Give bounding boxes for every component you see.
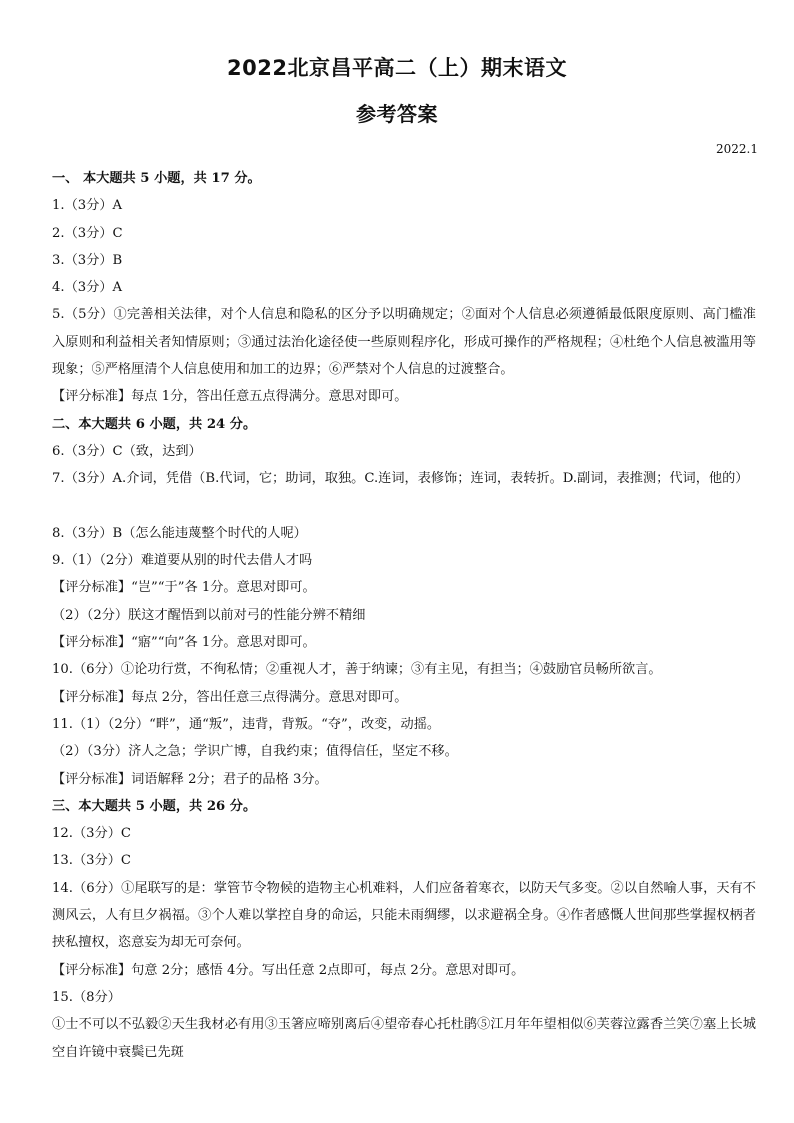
answer-line: 2.（3分）C <box>52 225 123 241</box>
answer-line: 3.（3分）B <box>52 252 123 268</box>
answer-line: 【评分标准】“寤”“向”各 1分。意思对即可。 <box>52 635 316 651</box>
answer-line: 【评分标准】词语解释 2分；君子的品格 3分。 <box>52 771 328 787</box>
answer-line: （2）（3分）济人之急；学识广博，自我约束；值得信任，坚定不移。 <box>52 744 458 760</box>
section-heading: 二、本大题共 6 小题，共 24 分。 <box>52 416 257 432</box>
answer-content <box>52 165 756 1066</box>
answer-line: 4.（3分）A <box>52 280 123 296</box>
section-heading: 三、本大题共 5 小题，共 26 分。 <box>52 798 257 814</box>
answer-line: 【评分标准】每点 1分，答出任意五点得满分。意思对即可。 <box>52 389 408 405</box>
answer-line: 10.（6分）①论功行赏，不徇私情；②重视人才，善于纳谏；③有主见，有担当；④鼓励官员畅所欲言。 <box>52 662 662 678</box>
answer-paragraph: 14.（6分）①尾联写的是：掌管节令物候的造物主心机难料，人们应备着寒衣，以防天气多变。②以自然喻人事，天有不测风云，人有旦夕祸福。③个人难以掌控自身的命运，只能未雨绸缪，以求避祸全身。④作者感慨人世间那些掌握权柄者挟私擅权，恣意妄为却无可奈何。 <box>52 880 756 951</box>
answer-line: 12.（3分）C <box>52 826 132 842</box>
answer-line: 【评分标准】每点 2分，答出任意三点得满分。意思对即可。 <box>52 689 408 705</box>
answer-line: 11.（1）（2分）“畔”，通“叛”，违背，背叛。“夺”，改变，动摇。 <box>52 716 441 732</box>
document-date: 2022.1 <box>716 142 758 156</box>
answer-paragraph: ①士不可以不弘毅②天生我材必有用③玉箸应啼别离后④望帝春心托杜鹃⑤江月年年望相似⑥芙蓉泣露香兰笑⑦塞上长城空自许镜中衰鬓已先斑 <box>52 1017 756 1060</box>
section-heading: 一、 本大题共 5 小题，共 17 分。 <box>52 171 261 186</box>
answer-paragraph: 5.（5分）①完善相关法律，对个人信息和隐私的区分予以明确规定；②面对个人信息必须遵循最低限度原则、高门槛准入原则和利益相关者知情原则；③通过法治化途径使一些原则程序化，形成可操作的严格规程；④杜绝个人信息被滥用等现象；⑤严格厘清个人信息使用和加工的边界；⑥严禁对个人信息的过渡整合。 <box>52 307 756 378</box>
answer-line: 6.（3分）C（致，达到） <box>52 443 202 459</box>
answer-paragraph: 7.（3分）A.介词，凭借（B.代词，它；助词，取独。C.连词，表修饰；连词，表转折。D.副词，表推测；代词，他的） <box>52 471 749 487</box>
answer-line: 8.（3分）B（怎么能违蔑整个时代的人呢） <box>52 525 307 541</box>
page-title: 2022北京昌平高二（上）期末语文 <box>227 56 567 80</box>
answer-line: 【评分标准】“岂”“于”各 1分。意思对即可。 <box>52 580 316 596</box>
page-subtitle: 参考答案 <box>356 102 438 126</box>
answer-line: 1.（3分）A <box>52 198 123 214</box>
answer-line: 【评分标准】句意 2分；感悟 4分。写出任意 2点即可，每点 2分。意思对即可。 <box>52 962 525 978</box>
answer-line: 15.（8分） <box>52 989 121 1005</box>
answer-line: 9.（1）（2分）难道要从别的时代去借人才吗 <box>52 553 313 569</box>
answer-line: 13.（3分）C <box>52 853 132 869</box>
answer-line: （2）（2分）朕这才醒悟到以前对弓的性能分辨不精细 <box>52 607 366 623</box>
